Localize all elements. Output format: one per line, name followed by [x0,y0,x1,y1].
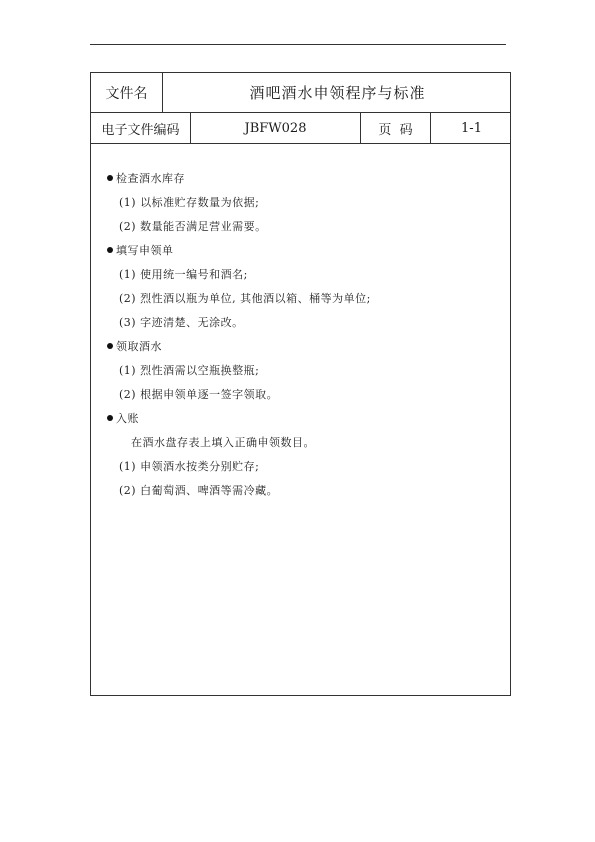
bullet-icon [107,415,113,421]
document-table [90,72,511,696]
top-rule [90,44,506,45]
bullet-icon [107,247,113,253]
bullet-icon [107,343,113,349]
section-heading: 检查酒水库存 [107,170,185,186]
list-item: (1) 申领酒水按类分别贮存; [119,460,260,473]
list-item: (2) 烈性酒以瓶为单位, 其他酒以箱、桶等为单位; [119,292,371,305]
list-item: (2) 白葡萄酒、啤酒等需冷藏。 [119,484,279,497]
code-label: 电子文件编码 [91,113,191,143]
document-title: 酒吧酒水申领程序与标准 [249,84,426,102]
code-value: JBFW028 [191,113,361,143]
page-label: 页 码 [361,113,431,143]
section-heading: 填写申领单 [107,242,174,258]
section-heading: 入账 [107,410,139,426]
code-row [91,113,510,144]
list-item: (2) 根据申领单逐一签字领取。 [119,388,279,401]
file-name-label: 文件名 [91,73,163,112]
list-item: (3) 字迹清楚、无涂改。 [119,316,244,329]
title-row [91,73,510,113]
list-item: (2) 数量能否满足营业需要。 [119,220,267,233]
bullet-icon [107,175,113,181]
list-item: (1) 烈性酒需以空瓶换整瓶; [119,364,260,377]
page-value: 1-1 [461,120,482,136]
list-item: (1) 使用统一编号和酒名; [119,268,248,281]
section-heading: 领取酒水 [107,338,162,354]
section-note: 在酒水盘存表上填入正确申领数目。 [131,436,315,449]
list-item: (1) 以标准贮存数量为依据; [119,196,260,209]
